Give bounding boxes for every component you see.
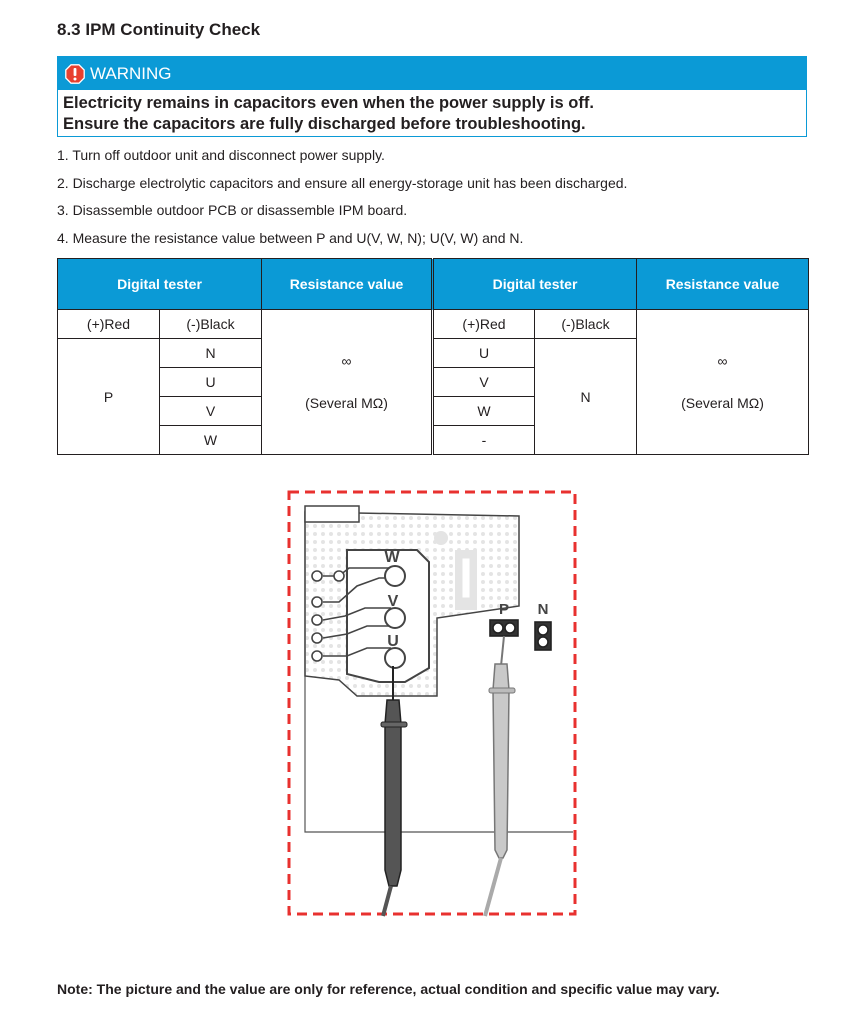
board-connector [305,506,359,522]
p-terminal [490,620,518,636]
u-terminal-label: U [387,633,399,650]
ipm-board-figure [287,490,579,918]
warning-header [58,57,806,90]
resistance-table [57,258,809,455]
warning-line-2: Ensure the capacitors are fully discharged before troubleshooting. [63,115,586,133]
warning-body [58,90,806,135]
right-red-cell: U [433,339,535,368]
header-digital-tester: Digital tester [433,259,637,310]
right-black-cell: N [535,339,637,455]
sub-red: (+)Red [433,310,535,339]
steps-list [57,146,627,256]
v-terminal-label: V [387,593,399,610]
sub-black: (-)Black [160,310,262,339]
left-resistance-cell [262,310,433,455]
infinity-symbol: ∞ [717,353,728,369]
n-terminal [535,622,551,650]
right-red-cell: - [433,426,535,455]
p-terminal-label: P [498,601,510,618]
left-black-cell: W [160,426,262,455]
header-resistance-value: Resistance value [262,259,433,310]
n-terminal-label: N [537,601,549,618]
infinity-symbol: ∞ [341,353,352,369]
exclamation-octagon-icon [65,64,85,84]
black-probe [381,666,407,916]
left-black-cell: N [160,339,262,368]
uvw-terminals [385,566,405,668]
step-item: 3. Disassemble outdoor PCB or disassemble IPM board. [57,202,408,218]
red-probe [485,636,515,916]
warning-line-1: Electricity remains in capacitors even when the power supply is off. [63,94,594,112]
w-terminal-label: W [384,549,400,566]
left-black-cell: U [160,368,262,397]
header-resistance-value: Resistance value [637,259,809,310]
table-row [58,310,809,339]
resistance-text: (Several MΩ) [305,395,388,411]
right-red-cell: V [433,368,535,397]
resistance-text: (Several MΩ) [681,395,764,411]
left-black-cell: V [160,397,262,426]
right-resistance-cell [637,310,809,455]
left-red-cell: P [58,339,160,455]
warning-box [57,56,807,137]
table-header-row [58,259,809,310]
step-item: 2. Discharge electrolytic capacitors and ensure all energy-storage unit has been discharged. [57,174,628,191]
warning-label: WARNING [90,63,172,83]
step-item: 1. Turn off outdoor unit and disconnect power supply. [57,147,385,163]
board-hole [434,531,448,545]
board-chip-slot [462,558,470,598]
step-item: 4. Measure the resistance value between P and U(V, W, N); U(V, W) and N. [57,229,524,246]
right-red-cell: W [433,397,535,426]
sub-red: (+)Red [58,310,160,339]
section-title: 8.3 IPM Continuity Check [57,20,261,39]
header-digital-tester: Digital tester [58,259,262,310]
footnote: Note: The picture and the value are only for reference, actual condition and specific value may vary. [57,981,720,997]
sub-black: (-)Black [535,310,637,339]
